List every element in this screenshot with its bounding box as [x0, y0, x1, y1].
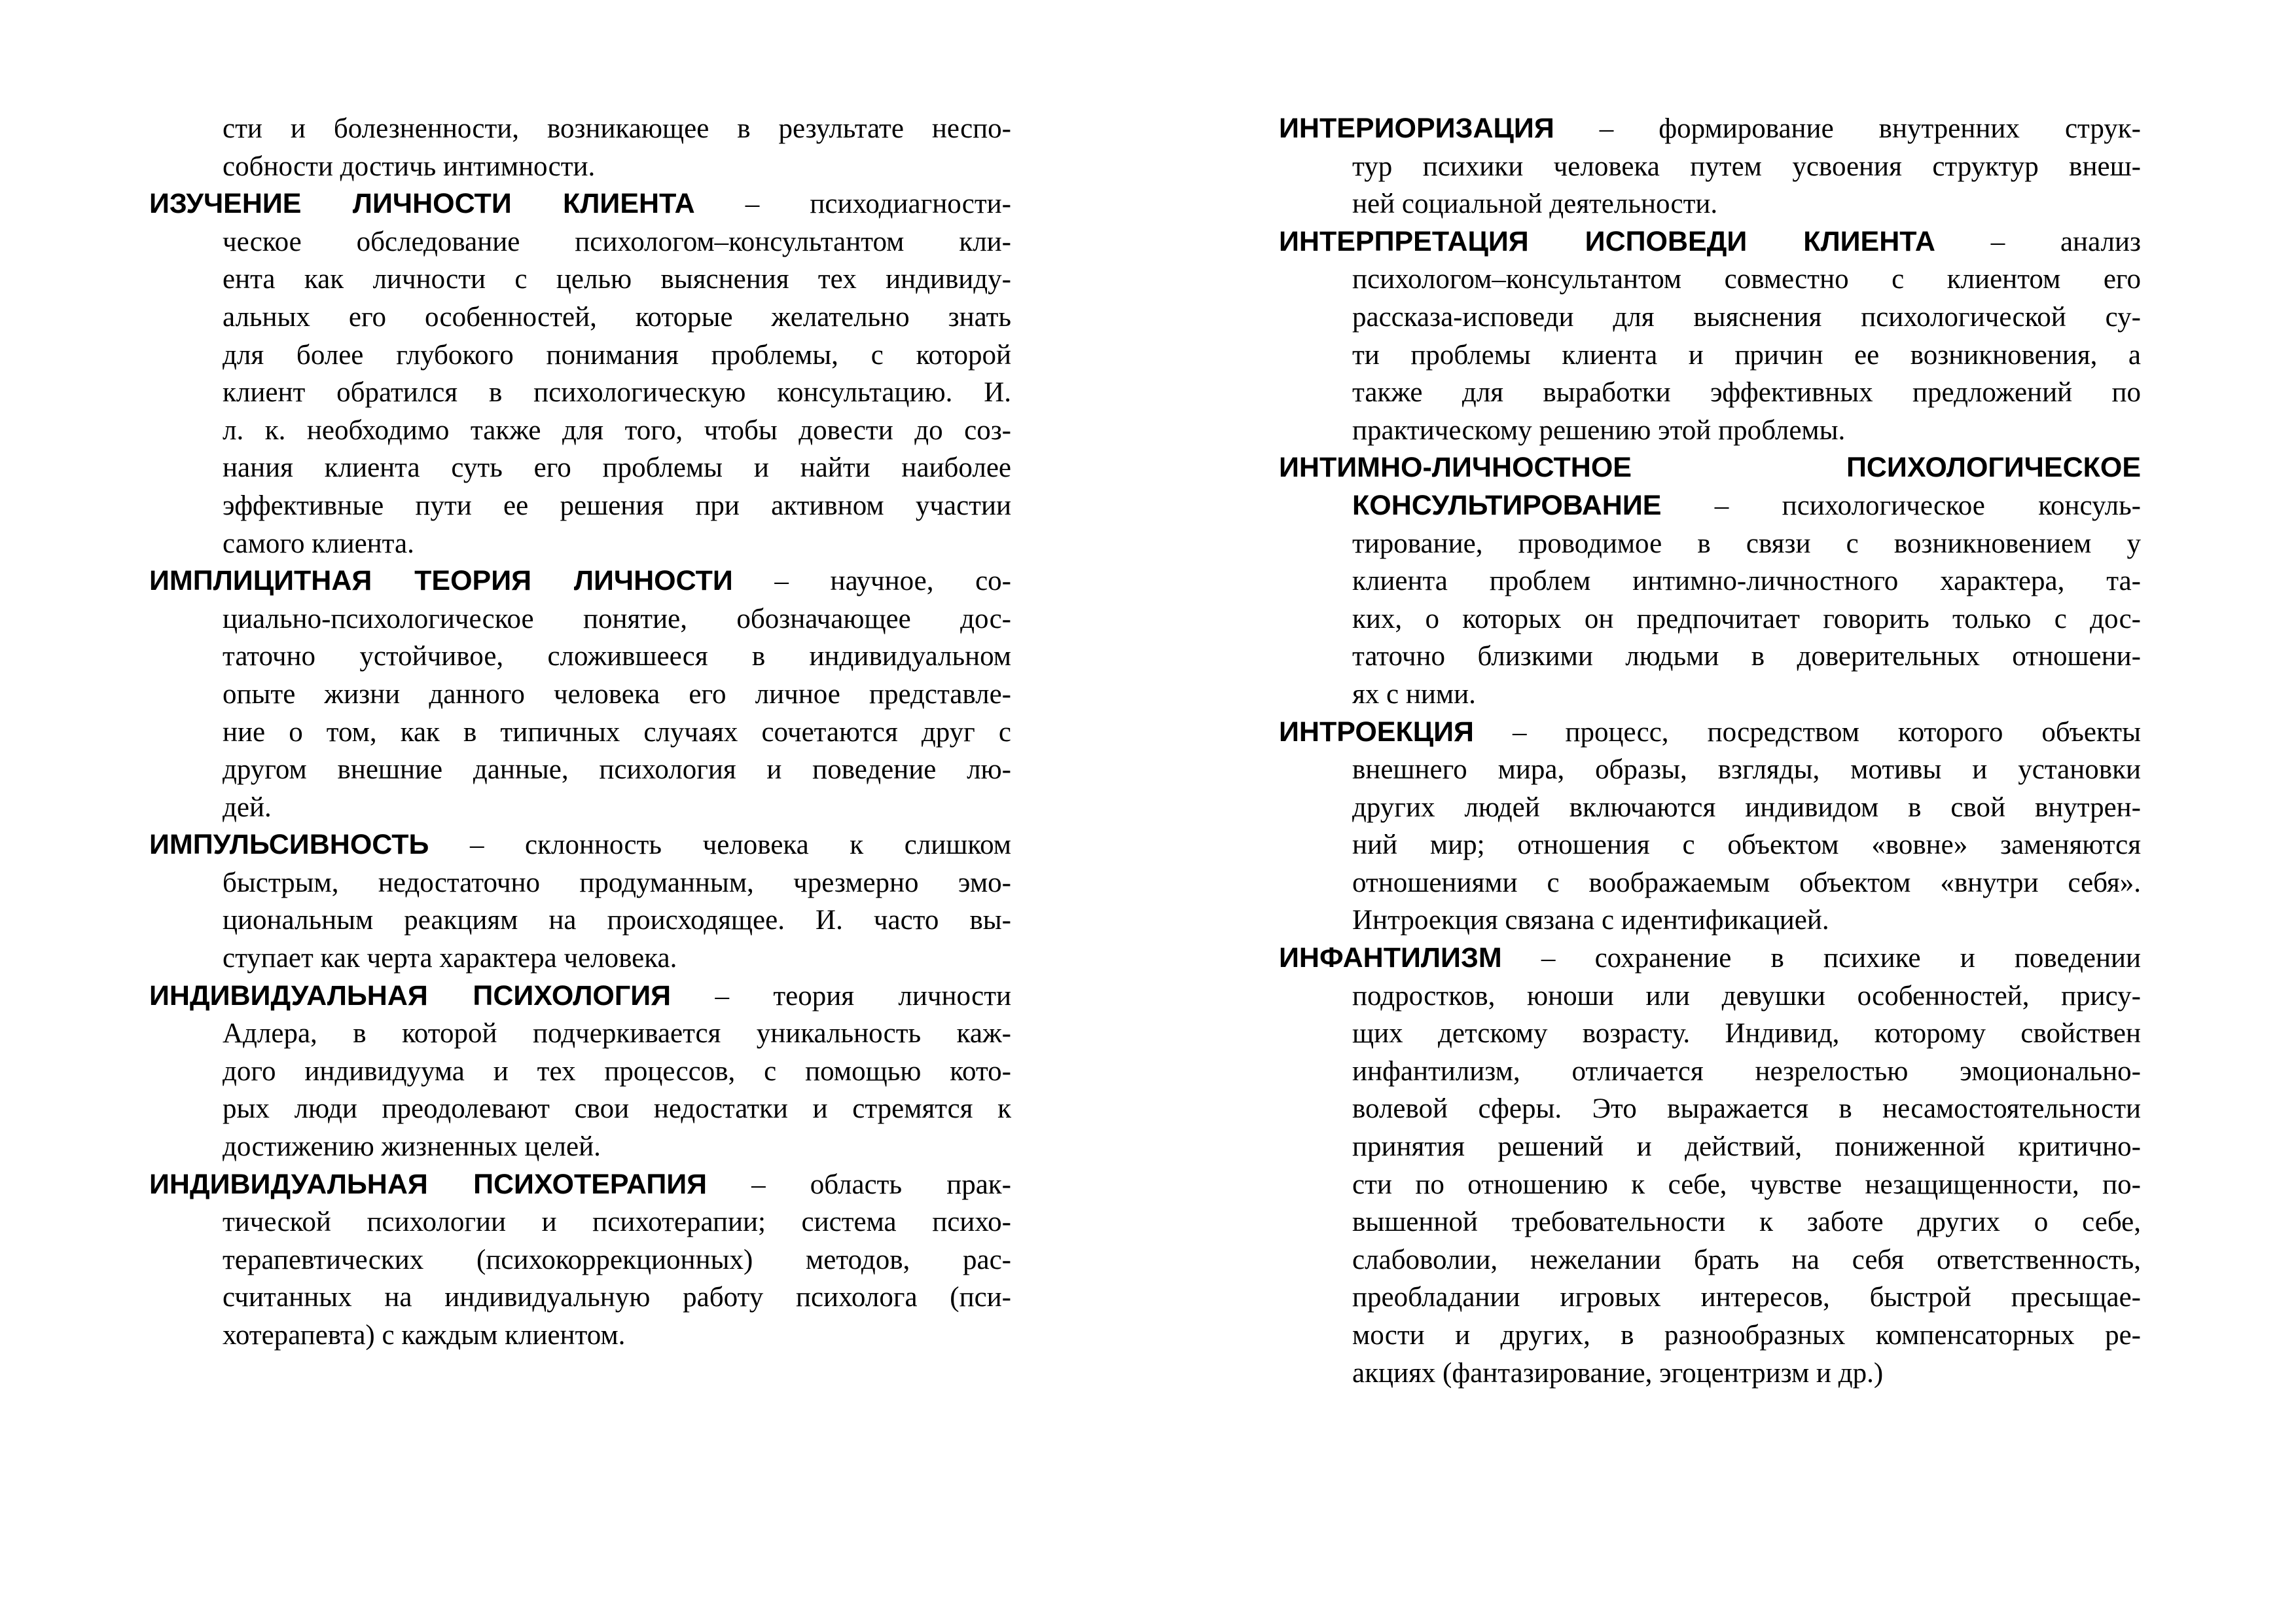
entry-term: ИНТЕРПРЕТАЦИЯ ИСПОВЕДИ КЛИЕНТА	[1279, 225, 1935, 257]
text-line: слабоволии, нежелании брать на себя ответственность,	[1352, 1244, 2141, 1275]
entry-term-line	[1279, 449, 2141, 487]
text-line: ний мир; отношения с объектом «вовне» заменяются	[1352, 830, 2141, 861]
text-line: ента как личности с целью выяснения тех индивиду-	[223, 264, 1011, 295]
entry-individualnaya-psihoterapiya	[149, 1166, 1011, 1355]
entry-first-line	[1279, 939, 2141, 977]
text-line: другом внешние данные, психология и поведение лю-	[223, 754, 1011, 786]
entry-term-continuation: КОНСУЛЬТИРОВАНИЕ	[1352, 489, 1662, 521]
text-line: ческое обследование психологом–консультантом кли-	[223, 226, 1011, 257]
text-line: клиента проблем интимно-личностного характера, та-	[1352, 566, 2141, 597]
text-line: альных его особенностей, которые желательно знать	[223, 301, 1011, 333]
entry-definition-start: – формирование внутренних струк-	[1554, 113, 2141, 144]
text-line: психологом–консультантом совместно с клиентом его	[1352, 264, 2141, 295]
text-line: рых люди преодолевают свои недостатки и стремятся к	[223, 1093, 1011, 1125]
entry-term: ИНТИМНО-ЛИЧНОСТНОЕ ПСИХОЛОГИЧЕСКОЕ	[1279, 452, 2141, 484]
text-line: мости и других, в разнообразных компенсаторных ре-	[1352, 1320, 2141, 1351]
text-line: таточно близкими людьми в доверительных отношени-	[1352, 641, 2141, 672]
entry-first-line	[149, 977, 1011, 1015]
entry-first-line	[1352, 487, 2141, 525]
text-line: опыте жизни данного человека его личное представле-	[223, 678, 1011, 710]
text-line: инфантилизм, отличается незрелостью эмоционально-	[1352, 1055, 2141, 1087]
text-line: эффективные пути ее решения при активном участии	[223, 490, 1011, 521]
entry-first-line	[1279, 714, 2141, 752]
entry-first-line	[149, 1166, 1011, 1204]
entry-intimno-lichnostnoe-konsultirovanie	[1279, 449, 2141, 713]
text-line: считанных на индивидуальную работу психолога (пси-	[223, 1282, 1011, 1313]
text-line: практическому решению этой проблемы.	[1352, 414, 1846, 446]
entry-term: ИНТРОЕКЦИЯ	[1279, 716, 1474, 748]
text-line: отношениями с воображаемым объектом «внутри себя».	[1352, 867, 2141, 898]
text-line: быстрым, недостаточно продуманным, чрезмерно эмо-	[223, 867, 1011, 898]
text-line: терапевтических (психокоррекционных) методов, рас-	[223, 1244, 1011, 1275]
text-line: сти и болезненности, возникающее в результате неспо-	[223, 113, 1011, 144]
entry-introekciya	[1279, 714, 2141, 940]
text-line: циально-психологическое понятие, обозначающее дос-	[223, 603, 1011, 634]
text-line: тур психики человека путем усвоения структур внеш-	[1352, 151, 2141, 182]
text-line: нания клиента суть его проблемы и найти наиболее	[223, 452, 1011, 484]
entry-definition-start: – склонность человека к слишком	[429, 830, 1011, 861]
text-line: ступает как черта характера человека.	[223, 943, 677, 974]
entry-interpretaciya-ispovedi-klienta	[1279, 223, 2141, 450]
text-line: подростков, юноши или девушки особенностей, прису-	[1352, 980, 2141, 1012]
entry-first-line	[149, 185, 1011, 223]
entry-definition-start: – анализ	[1935, 226, 2141, 257]
text-line: также для выработки эффективных предложений по	[1352, 377, 2141, 409]
text-line: тирование, проводимое в связи с возникновением у	[1352, 528, 2141, 559]
entry-term: ИМПЛИЦИТНАЯ ТЕОРИЯ ЛИЧНОСТИ	[149, 565, 733, 597]
entry-term: ИЗУЧЕНИЕ ЛИЧНОСТИ КЛИЕНТА	[149, 188, 695, 220]
left-column	[149, 110, 1011, 1355]
text-line: других людей включаются индивидом в свой внутрен-	[1352, 792, 2141, 823]
entry-term: ИМПУЛЬСИВНОСТЬ	[149, 829, 429, 861]
text-line: самого клиента.	[223, 528, 414, 559]
entry-definition-start: – область прак-	[707, 1169, 1011, 1200]
entry-interiorizaciya	[1279, 110, 2141, 223]
text-line: Интроекция связана с идентификацией.	[1352, 905, 1829, 936]
text-line: ти проблемы клиента и причин ее возникновения, а	[1352, 339, 2141, 371]
text-line: ях с ними.	[1352, 678, 1476, 710]
entry-first-line	[1279, 223, 2141, 261]
text-line: волевой сферы. Это выражается в несамостоятельности	[1352, 1093, 2141, 1125]
text-line: циональным реакциям на происходящее. И. часто вы-	[223, 905, 1011, 936]
right-column	[1279, 110, 2141, 1392]
text-line: Адлера, в которой подчеркивается уникальность каж-	[223, 1018, 1011, 1049]
text-line: достижению жизненных целей.	[223, 1131, 601, 1163]
text-line: рассказа-исповеди для выяснения психологической су-	[1352, 301, 2141, 333]
entry-implicitnaya-teoriya-lichnosti	[149, 562, 1011, 826]
entry-definition-start: – психологическое консуль-	[1661, 490, 2141, 521]
entry-infantilizm	[1279, 939, 2141, 1392]
text-line: внешнего мира, образы, взгляды, мотивы и установки	[1352, 754, 2141, 786]
entry-term: ИНТЕРИОРИЗАЦИЯ	[1279, 113, 1554, 144]
text-line: л. к. необходимо также для того, чтобы довести до соз-	[223, 414, 1011, 446]
entry-definition-start: – психодиагности-	[694, 189, 1012, 220]
text-line: акциях (фантазирование, эгоцентризм и др.)	[1352, 1357, 1884, 1389]
right-page	[1148, 0, 2296, 1623]
text-line: сти по отношению к себе, чувстве незащищенности, по-	[1352, 1169, 2141, 1200]
text-line: клиент обратился в психологическую консультацию. И.	[223, 377, 1011, 409]
text-line: вышенной требовательности к заботе других о себе,	[1352, 1207, 2141, 1238]
entry-first-line	[149, 562, 1011, 600]
entry-definition-start: – процесс, посредством которого объекты	[1473, 716, 2141, 748]
text-line: принятия решений и действий, пониженной критично-	[1352, 1131, 2141, 1163]
continuation-text	[149, 110, 1011, 185]
entry-individualnaya-psihologiya	[149, 977, 1011, 1166]
text-line: тической психологии и психотерапии; система психо-	[223, 1207, 1011, 1238]
entry-term: ИНФАНТИЛИЗМ	[1279, 942, 1502, 974]
text-line: таточно устойчивое, сложившееся в индивидуальном	[223, 641, 1011, 672]
entry-term: ИНДИВИДУАЛЬНАЯ ПСИХОЛОГИЯ	[149, 979, 672, 1012]
text-line: щих детскому возрасту. Индивид, которому свойствен	[1352, 1018, 2141, 1049]
entry-definition-start: – теория личности	[671, 980, 1011, 1012]
entry-definition-start: – сохранение в психике и поведении	[1501, 943, 2141, 974]
text-line: дого индивидуума и тех процессов, с помощью кото-	[223, 1055, 1011, 1087]
text-line: ней социальной деятельности.	[1352, 189, 1718, 220]
text-line: преобладании игровых интересов, быстрой пресыщае-	[1352, 1282, 2141, 1313]
text-line: ких, о которых он предпочитает говорить только с дос-	[1352, 603, 2141, 634]
text-line: ние о том, как в типичных случаях сочетаются друг с	[223, 716, 1011, 748]
text-line: собности достичь интимности.	[223, 151, 596, 182]
entry-definition-start: – научное, со-	[732, 566, 1011, 597]
text-line: дей.	[223, 792, 272, 823]
text-line: для более глубокого понимания проблемы, с которой	[223, 339, 1011, 371]
entry-term: ИНДИВИДУАЛЬНАЯ ПСИХОТЕРАПИЯ	[149, 1168, 708, 1200]
entry-first-line	[1279, 110, 2141, 148]
entry-izuchenie-lichnosti-klienta	[149, 185, 1011, 562]
entry-first-line	[149, 826, 1011, 864]
entry-impulsivnost	[149, 826, 1011, 977]
text-line: хотерапевта) с каждым клиентом.	[223, 1320, 626, 1351]
